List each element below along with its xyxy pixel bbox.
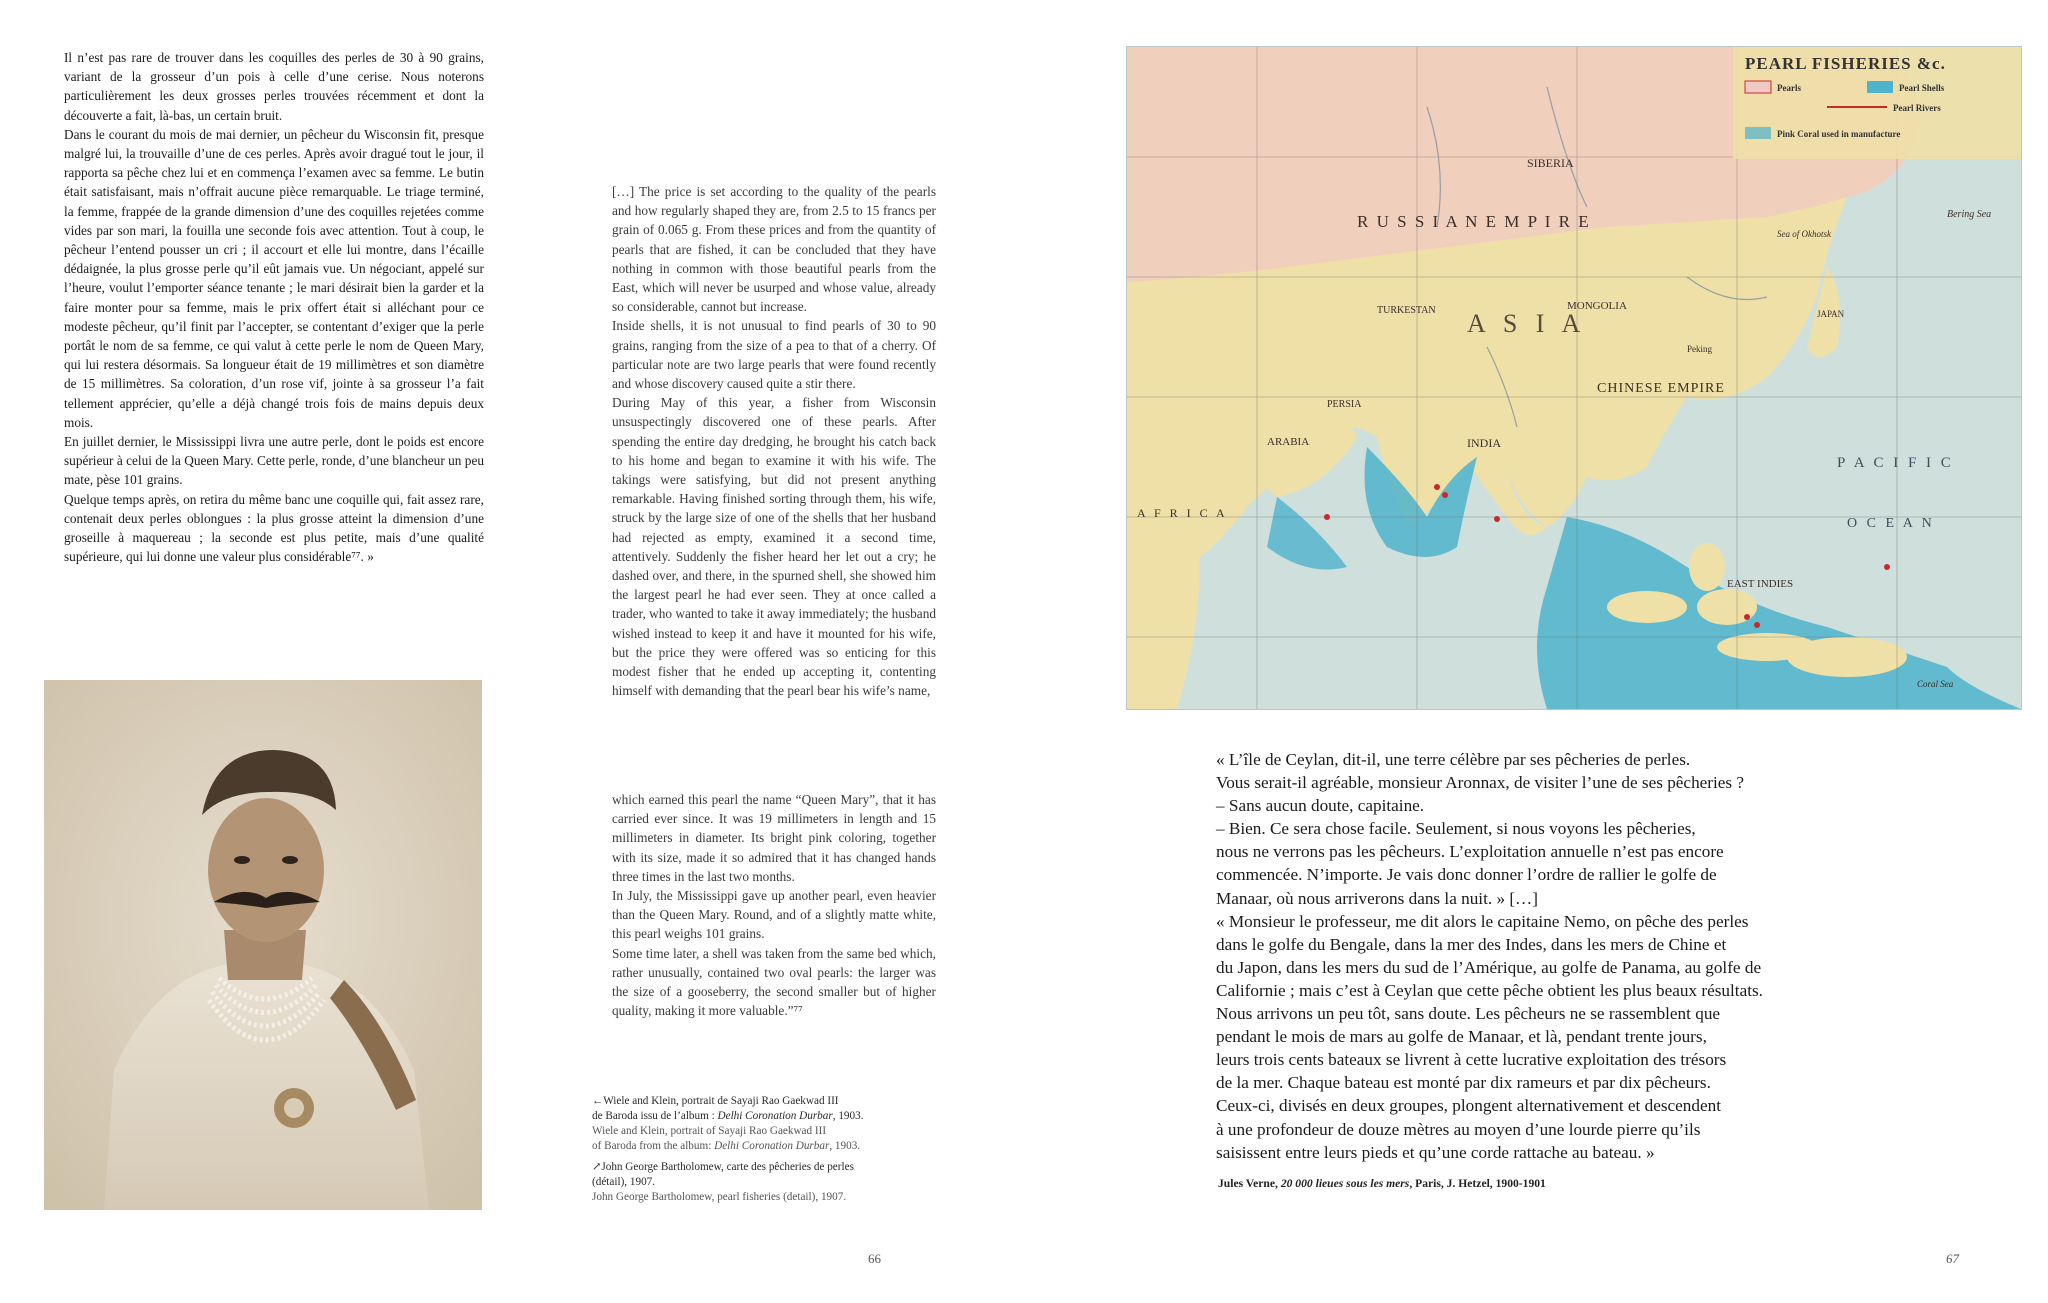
quote-line: dans le golfe du Bengale, dans la mer des Indes, dans les mers de Chine et [1216,934,1727,954]
english-paragraph: During May of this year, a fisher from Wisconsin unsuspectingly discovered one of these pearls. After spending the entire day dredging, he brought his catch back to his home and began to examine it with his wife. The takings were satisfying, but did not present anything remarkable. Having finished sorting through them, his wife, struck by the large size of one of the shells that her husband had rejected as empty, examined it a second time, attentively. Suddenly the fisher heard her let out a cry; he dashed over, and there, in the spurned shell, she showed him the largest pearl he had ever seen. They at once called a trader, who wanted to take it away immediately; the husband wished instead to keep it and have it mounted for his wife, but the price they were offered was so enticing for this modest fisher that he ended up accepting it, contenting himself with demanding that the pearl bear his wife’s name, [612,395,936,699]
quote-line: de la mer. Chaque bateau est monté par dix rameurs et par dix pêcheurs. [1216,1073,1711,1093]
quote-line: Vous serait-il agréable, monsieur Aronnax, de visiter l’une de ses pêcheries ? [1216,773,1745,793]
quote-line: à une profondeur de douze mètres au moyen d’une lourde pierre qu’ils [1216,1119,1701,1139]
map-label: P A C I F I C [1837,455,1954,471]
french-paragraph: Dans le courant du mois de mai dernier, un pêcheur du Wisconsin fit, presque malgré lui, la trouvaille d’une de ces perles. Après avoir dragué tout le jour, il rapporta sa pêche chez lui et en commença l’examen avec sa femme. Le butin était satisfaisant, mais n’offrait aucune pièce remarquable. Le triage terminé, la femme, frappée de la grande dimension d’une des coquilles rejetées comme vides par son mari, la fouilla une seconde fois avec attention. Tout à coup, le pêcheur l’entend pousser un cri ; il accourt et elle lui montre, dans l’écaille dédaignée, la plus grosse perle qu’il eût jamais vue. Un négociant, appelé sur l’heure, voulut l’emporter séance tenante ; le mari désirait bien la garder et la faire monter pour sa femme, mais le prix offert était si alléchant pour ce modeste pêcheur, qu’il finit par l’accepter, se contentant d’exiger que la perle portât le nom de sa femme, ce qui valut à cette perle le nom de Queen Mary, qui lui restera désormais. Sa longueur était de 19 millimètres et son diamètre de 15 millimètres. Sa coloration, d’un rose vif, jointe à sa grosseur l’a fait tellement apprécier, qu’elle a déjà changé trois fois de mains depuis deux mois. [64,126,484,430]
caption-line [592,1139,932,1154]
english-paragraph: Inside shells, it is not unusual to find pearls of 30 to 90 grains, ranging from the size of a pea to that of a cherry. Of particular note are two large pearls that were found recently and whose discovery caused quite a stir there. [612,318,936,392]
map-label: A S I A [1467,309,1587,338]
source-title: 20 000 lieues sous les mers [1280,1177,1410,1190]
image-captions [592,1094,932,1211]
map-label: MONGOLIA [1567,300,1627,312]
english-text-column [612,182,936,700]
quote-line: Nous arrivons un peu tôt, sans doute. Les pêcheurs ne se rassemblent que [1216,1004,1721,1024]
map-label: Sea of Okhotsk [1777,229,1831,239]
album-title: Delhi Coronation Durbar [717,1110,833,1122]
map-label: EAST INDIES [1727,578,1794,590]
map-label: R U S S I A N E M P I R E [1357,212,1591,231]
quote-line: Ceux-ci, divisés en deux groupes, plongent alternativement et descendent [1216,1096,1721,1116]
quote-line: leurs trois cents bateaux se livrent à cette lucrative exploitation des trésors [1216,1050,1727,1070]
quote-line: commencée. N’importe. Je vais donc donner l’ordre de rallier le golfe de [1216,865,1717,885]
french-paragraph: En juillet dernier, le Mississippi livra une autre perle, dont le poids est encore supérieur à celui de la Queen Mary. Cette perle, ronde, d’une blancheur un peu mate, pèse 101 grains. [64,434,484,488]
quote-line: nous ne verrons pas les pêcheurs. L’exploitation annuelle n’est pas encore [1216,842,1724,862]
album-title: Delhi Coronation Durbar [714,1140,830,1152]
map-label: A F R I C A [1137,506,1228,520]
map-label: Bering Sea [1947,209,1992,220]
caption-text: de Baroda issu de l’album : [592,1110,718,1122]
source-author: Jules Verne, [1218,1177,1281,1190]
portrait-photograph [44,680,482,1210]
portrait-caption [592,1094,932,1154]
quote-line: du Japon, dans les mers du sud de l’Amérique, au golfe de Panama, au golfe de [1216,957,1762,977]
quote-line: Manaar, où nous arriverons dans la nuit. » […] [1216,888,1538,908]
map-label: Coral Sea [1917,679,1954,689]
caption-line: Wiele and Klein, portrait of Sayaji Rao Gaekwad III [592,1125,827,1137]
caption-line: ↗John George Bartholomew, carte des pêcheries de perles [592,1161,854,1173]
quote-source [1218,1177,1546,1190]
page-number: 67 [1946,1251,1959,1266]
caption-line: ←Wiele and Klein, portrait de Sayaji Rao Gaekwad III [592,1095,839,1107]
map-label: O C E A N [1847,516,1935,531]
quote-line: pendant le mois de mars au golfe de Manaar, et là, pendant trente jours, [1216,1027,1707,1047]
pearl-fisheries-map [1126,46,2022,710]
legend-pearls: Pearls [1777,83,1801,93]
caption-text: of Baroda from the album: [592,1140,715,1152]
map-label: PERSIA [1327,399,1362,410]
map-label: ARABIA [1267,436,1310,448]
map-label: TURKESTAN [1377,305,1436,316]
caption-year: , 1903. [832,1110,864,1122]
quote-line: – Sans aucun doute, capitaine. [1216,796,1425,816]
map-legend [1733,47,2021,159]
jules-verne-quote [1216,748,1816,1164]
caption-line [592,1109,932,1124]
map-label: SIBERIA [1527,156,1574,170]
map-label: JAPAN [1817,309,1845,319]
quote-line: « L’île de Ceylan, dit-il, une terre célèbre par ses pêcheries de perles. [1216,750,1691,769]
map-label: INDIA [1467,436,1501,450]
english-paragraph: Some time later, a shell was taken from the same bed which, rather unusually, contained two oval pearls: the larger was the size of a gooseberry, the second smaller but of higher quality, making it more valuable.”⁷⁷ [612,945,936,1019]
caption-year: , 1903. [829,1140,861,1152]
english-text-column-continued [612,790,936,1020]
map-title: PEARL FISHERIES &c. [1745,54,1946,73]
quote-line: Californie ; mais c’est à Ceylan que cette pêche obtient les plus beaux résultats. [1216,980,1763,1000]
french-paragraph: Quelque temps après, on retira du même banc une coquille qui, fait assez rare, contenait deux perles oblongues : la plus grosse atteint la dimension d’une groseille à maquereau ; la seconde est plus petite, mais d’une qualité supérieure, qui lui donne une valeur plus considérable⁷⁷. » [64,491,484,565]
english-paragraph: […] The price is set according to the quality of the pearls and how regularly shaped they are, from 2.5 to 15 francs per grain of 0.065 g. From these prices and from the quantity of pearls that are fished, it can be concluded that they have nothing in common with those beautiful pearls from the East, which will never be usurped and whose value, already so considerable, cannot but increase. [612,184,936,315]
english-paragraph: In July, the Mississippi gave up another pearl, even heavier than the Queen Mary. Round, and of a slightly matte white, this pearl weighs 101 grains. [612,888,936,942]
english-paragraph: which earned this pearl the name “Queen Mary”, that it has carried ever since. It was 19 millimeters in length and 15 millimeters in diameter. Its bright pink coloring, together with its size, made it so admired that it has changed hands three times in the last two months. [612,792,936,884]
source-publisher: , Paris, J. Hetzel, 1900-1901 [1409,1177,1546,1190]
map-label: Peking [1687,344,1713,354]
quote-line: « Monsieur le professeur, me dit alors le capitaine Nemo, on pêche des perles [1216,911,1749,931]
quote-line: saisissent entre leurs pieds et qu’une corde rattache au bateau. » [1216,1142,1655,1162]
map-caption [592,1160,932,1205]
french-text-column [64,48,484,566]
page-number: 66 [868,1251,881,1266]
french-paragraph: Il n’est pas rare de trouver dans les coquilles des perles de 30 à 90 grains, variant de la grosseur d’un pois à celle d’une cerise. Nous noterons particulièrement les deux grosses perles trouvées récemment et dont la découverte a fait, là-bas, un certain bruit. [64,50,484,123]
legend-pearl-rivers: Pearl Rivers [1893,103,1941,113]
caption-line: John George Bartholomew, pearl fisheries (detail), 1907. [592,1191,847,1203]
caption-line: (détail), 1907. [592,1176,656,1188]
quote-line: – Bien. Ce sera chose facile. Seulement, si nous voyons les pêcheries, [1216,819,1696,839]
legend-pearl-shells: Pearl Shells [1899,83,1945,93]
map-label: CHINESE EMPIRE [1597,381,1725,396]
legend-pink-coral: Pink Coral used in manufacture [1777,129,1901,139]
